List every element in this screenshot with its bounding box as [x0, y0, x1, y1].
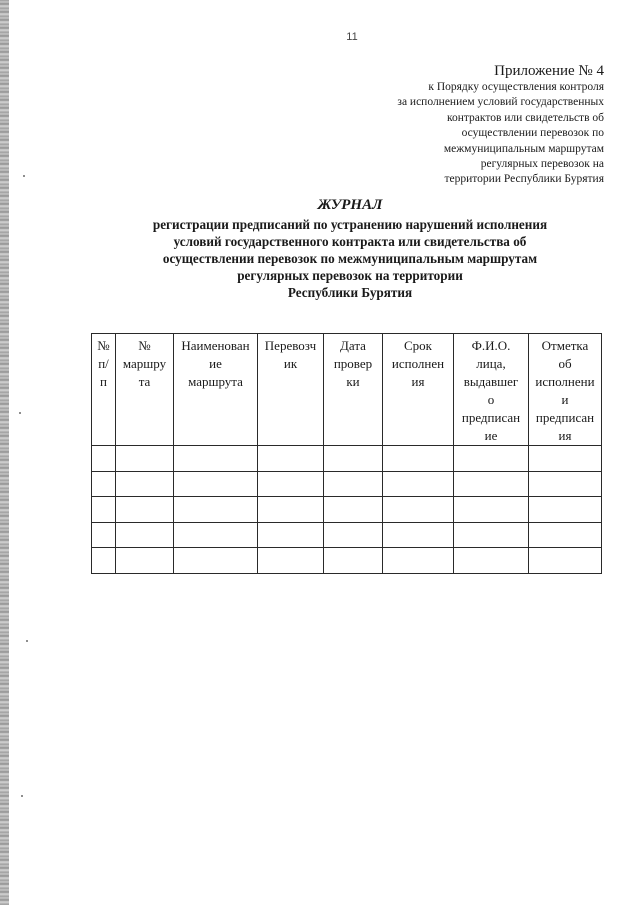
column-header-execution-mark: Отметка об исполнени и предписан ия [529, 334, 602, 446]
appendix-title: Приложение № 4 [494, 63, 604, 79]
table-cell [92, 548, 116, 574]
column-header-inspection-date: Дата провер ки [324, 334, 383, 446]
column-header-route-number: № маршру та [116, 334, 174, 446]
appendix-line: осуществлении перевозок по [461, 127, 604, 140]
table-cell [454, 497, 529, 523]
table-cell [174, 446, 258, 472]
appendix-block [397, 62, 604, 188]
column-header-deadline: Срок исполнен ия [383, 334, 454, 446]
table-cell [454, 548, 529, 574]
column-header-number: № п/ п [92, 334, 116, 446]
table-cell [116, 471, 174, 497]
table-cell [258, 522, 324, 548]
table-cell [324, 497, 383, 523]
table-cell [92, 471, 116, 497]
table-cell [454, 446, 529, 472]
table-cell [529, 497, 602, 523]
appendix-line: регулярных перевозок на [480, 158, 604, 171]
table-cell [383, 522, 454, 548]
table-cell [174, 548, 258, 574]
register-table [91, 333, 602, 574]
scan-speck [23, 175, 25, 177]
scan-speck [26, 640, 28, 642]
table-cell [116, 446, 174, 472]
table-cell [383, 548, 454, 574]
table-cell [174, 497, 258, 523]
table-cell [529, 548, 602, 574]
table-cell [116, 548, 174, 574]
scan-speck [21, 795, 23, 797]
table-header-row [92, 334, 602, 446]
table-cell [116, 522, 174, 548]
table-cell [258, 497, 324, 523]
table-cell [529, 522, 602, 548]
register-body [92, 446, 602, 574]
page-number: 11 [346, 31, 358, 43]
journal-subtitle-line: Республики Бурятия [287, 285, 413, 300]
table-cell [258, 548, 324, 574]
column-header-issuer-name: Ф.И.О. лица, выдавшег о предписан ие [454, 334, 529, 446]
table-cell [383, 497, 454, 523]
table-cell [92, 446, 116, 472]
table-cell [258, 471, 324, 497]
journal-subtitle-line: регулярных перевозок на территории [237, 268, 463, 283]
column-header-route-name: Наименован ие маршрута [174, 334, 258, 446]
scan-edge-artifact [0, 0, 9, 905]
table-cell [174, 471, 258, 497]
appendix-line: контрактов или свидетельств об [446, 111, 604, 124]
journal-subtitle-line: условий государственного контракта или свидетельства об [173, 234, 527, 249]
table-cell [324, 522, 383, 548]
table-cell [92, 522, 116, 548]
journal-title: ЖУРНАЛ [317, 197, 383, 213]
table-cell [258, 446, 324, 472]
table-row [92, 446, 602, 472]
table-cell [174, 522, 258, 548]
table-cell [529, 446, 602, 472]
table-cell [383, 471, 454, 497]
table-cell [454, 522, 529, 548]
table-row [92, 471, 602, 497]
appendix-line: к Порядку осуществления контроля [428, 81, 604, 93]
table-cell [383, 446, 454, 472]
column-header-carrier: Перевозч ик [258, 334, 324, 446]
table-cell [454, 471, 529, 497]
table-row [92, 522, 602, 548]
table-row [92, 497, 602, 523]
appendix-line: территории Республики Бурятия [444, 173, 604, 186]
journal-subtitle-line: регистрации предписаний по устранению нарушений исполнения [152, 217, 548, 232]
table-cell [116, 497, 174, 523]
table-cell [324, 471, 383, 497]
table-cell [324, 446, 383, 472]
table-cell [92, 497, 116, 523]
appendix-line: за исполнением условий государственных [397, 96, 604, 109]
table-row [92, 548, 602, 574]
table-cell [529, 471, 602, 497]
journal-subtitle-line: осуществлении перевозок по межмуниципальным маршрутам [162, 251, 538, 266]
table-cell [324, 548, 383, 574]
journal-heading [90, 196, 610, 301]
scan-speck [19, 412, 21, 414]
appendix-line: межмуниципальным маршрутам [443, 142, 604, 155]
